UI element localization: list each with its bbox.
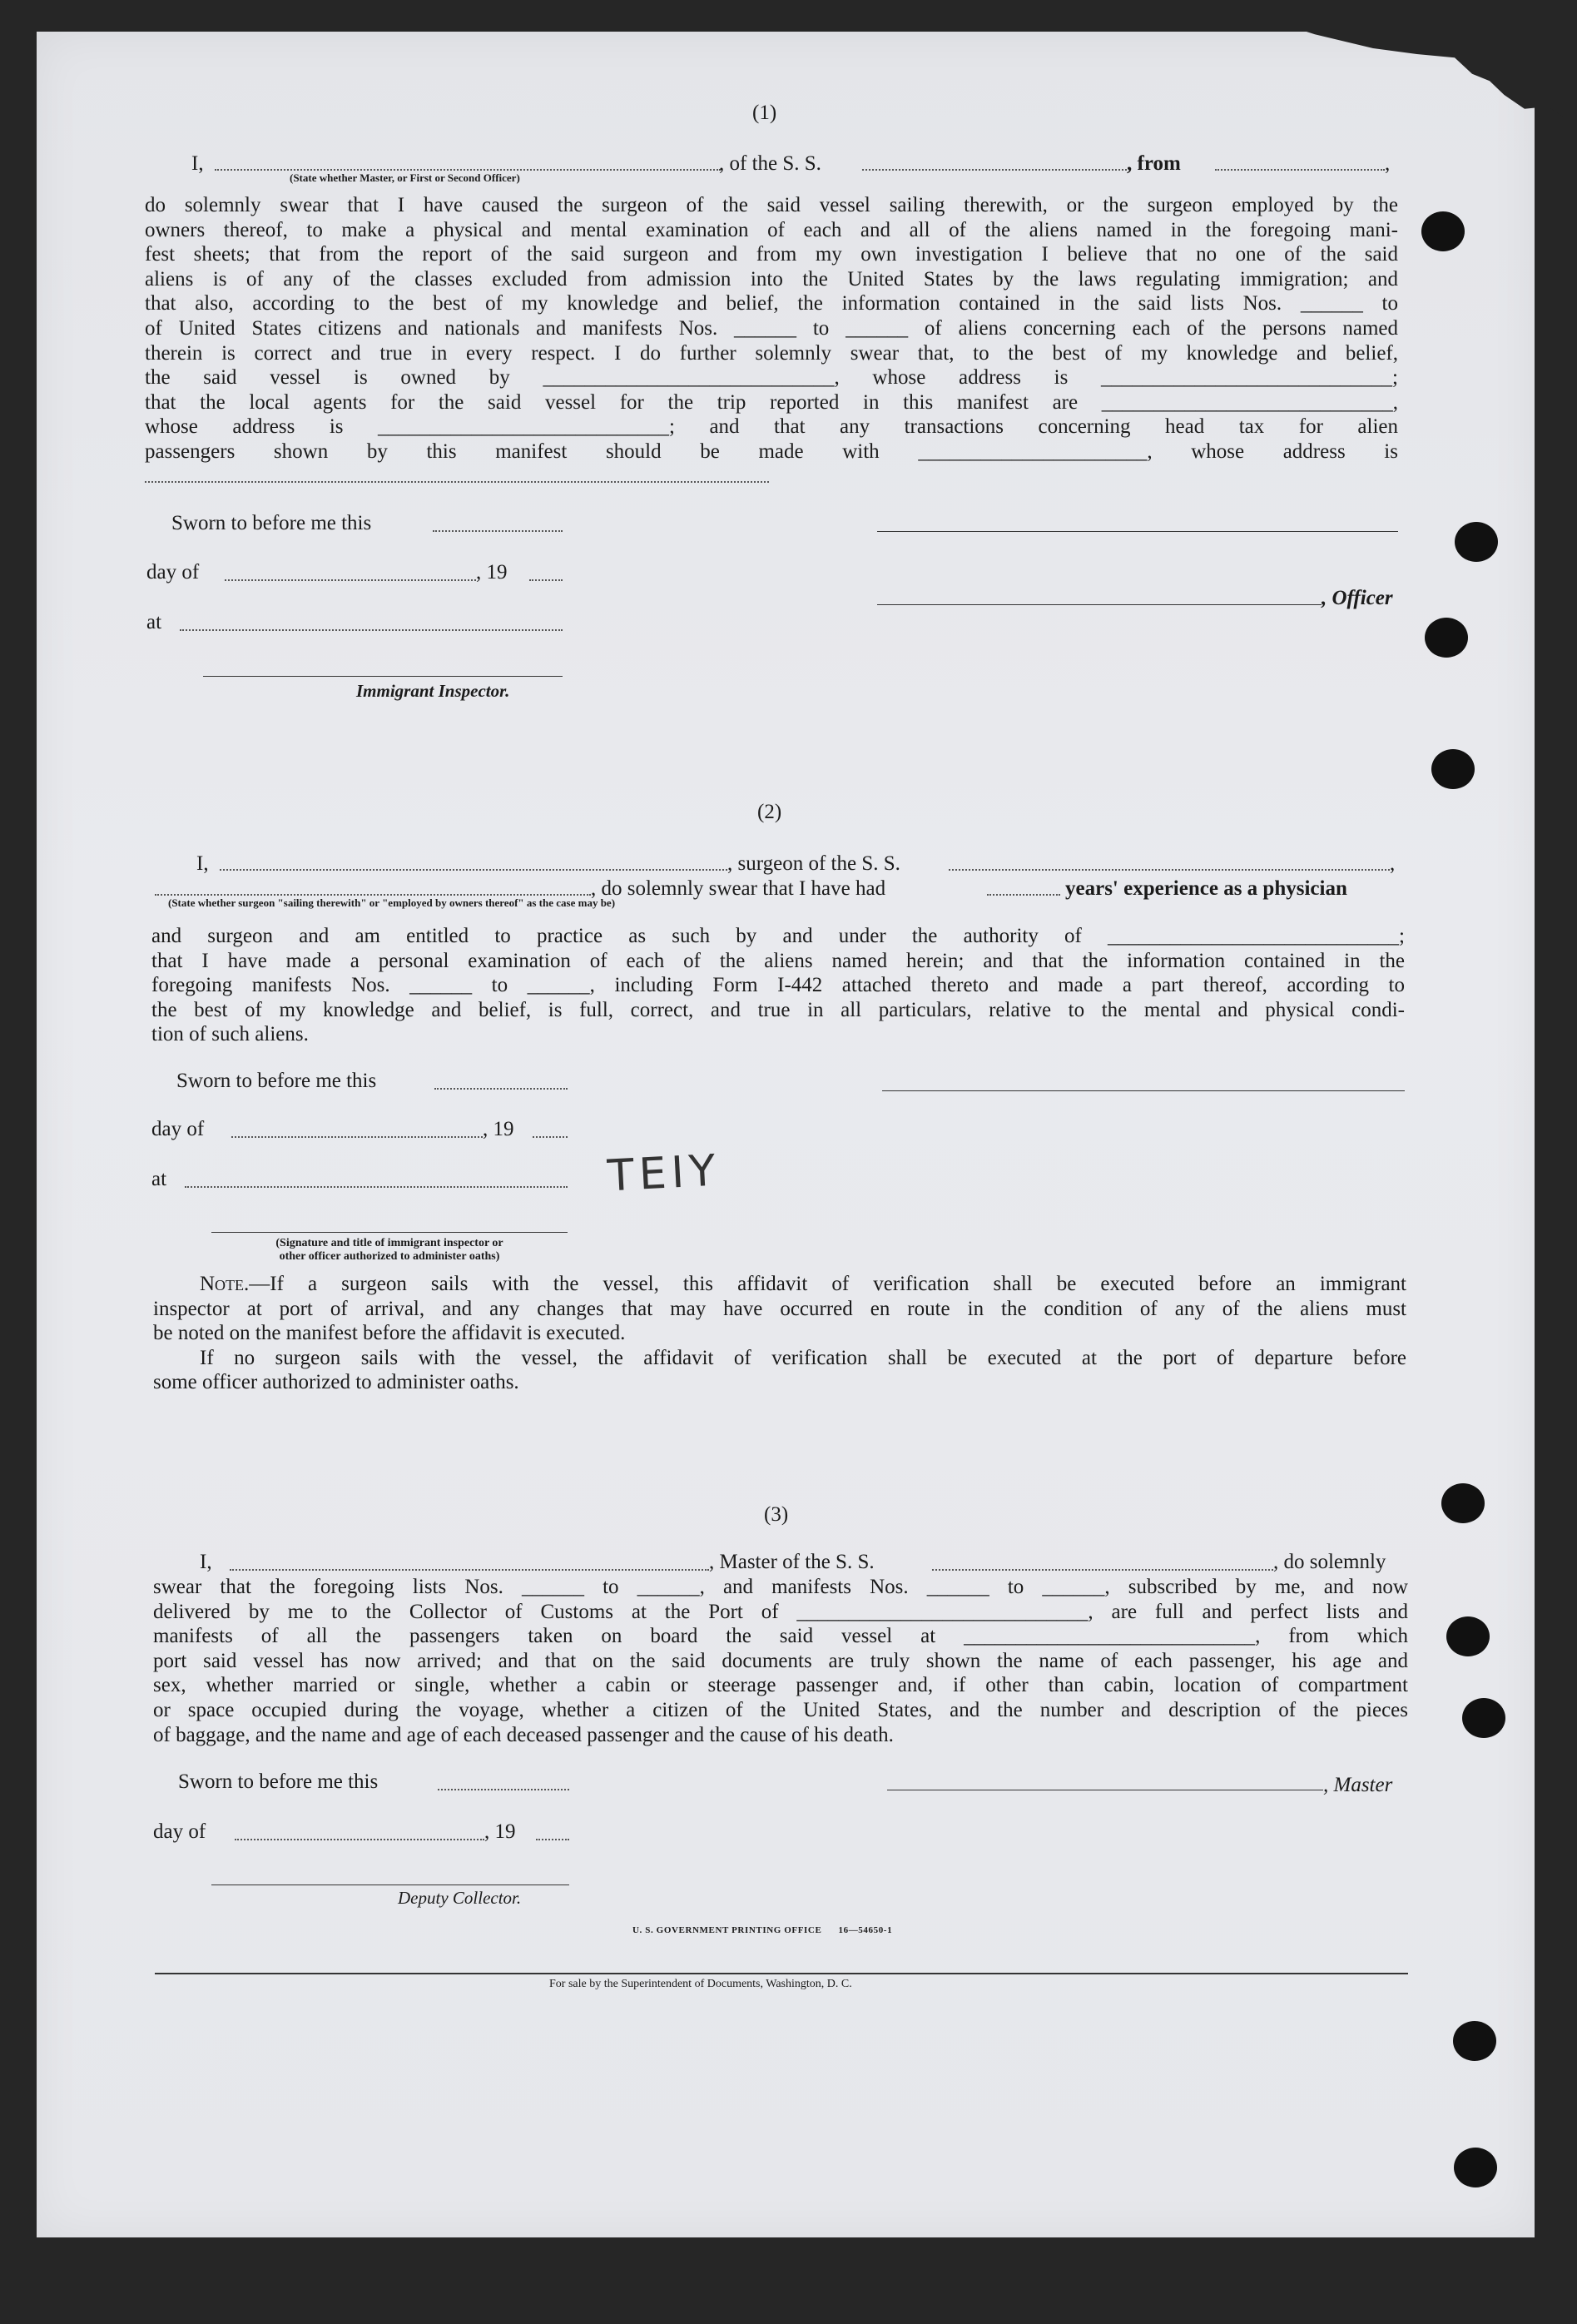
s1-line: passengers shown by this manifest should be made with ______________________, whose address is [145, 439, 1398, 463]
s2-sworn: Sworn to before me this [176, 1070, 377, 1092]
s1-paragraph [145, 193, 1398, 464]
s1-comma: , [1385, 152, 1391, 175]
s3-master-label: , Master [1323, 1774, 1393, 1796]
s2-line: foregoing manifests Nos. ______ to ______, including Form I-442 attached thereto and made a part thereof, according to [151, 974, 1405, 997]
s1-line: of United States citizens and nationals and manifests Nos. ______ to ______ of aliens concerning each of the persons named [145, 316, 1398, 340]
s1-line: therein is correct and true in every respect. I do further solemnly swear that, to the best of my knowledge and belief, [145, 341, 1398, 365]
punch-hole [1431, 749, 1475, 789]
s3-name-blank [230, 1569, 709, 1571]
s1-day-blank [225, 579, 476, 581]
s1-at-blank [180, 629, 563, 631]
s2-i: I, [196, 852, 209, 875]
s3-line: delivered by me to the Collector of Customs at the Port of ____________________________, are full and perfect lists and [153, 1600, 1408, 1623]
handwritten-mark: TEIY [606, 1145, 722, 1202]
s3-line: of baggage, and the name and age of each deceased passenger and the cause of his death. [153, 1723, 894, 1746]
s3-master-of: , Master of the S. S. [709, 1551, 875, 1573]
s2-inspector-line [211, 1232, 568, 1233]
s2-day-blank [231, 1136, 483, 1138]
s3-i: I, [200, 1551, 212, 1573]
s3-day-of: day of [153, 1820, 206, 1843]
s1-from: , from [1127, 152, 1181, 175]
s2-year-blank [533, 1136, 568, 1138]
s2-signature-caption-2: other officer authorized to administer oaths) [279, 1250, 500, 1263]
s2-sworn-blank [434, 1088, 568, 1090]
printing-office: U. S. GOVERNMENT PRINTING OFFICE 16—54650-1 [632, 1925, 893, 1935]
s3-paragraph [153, 1575, 1408, 1747]
s1-of-ss: , of the S. S. [719, 152, 821, 175]
s1-inspector-label: Immigrant Inspector. [356, 681, 510, 701]
s1-caption-officer: (State whether Master, or First or Second Officer) [290, 171, 520, 184]
s2-paragraph [151, 924, 1405, 1047]
s2-surgeon-of: , surgeon of the S. S. [727, 852, 900, 875]
s1-officer-line [877, 604, 1322, 605]
punch-hole [1446, 1616, 1490, 1656]
s3-day-blank [235, 1839, 484, 1840]
s2-note-line: Note.—If a surgeon sails with the vessel, this affidavit of verification shall be executed before an immigrant [200, 1273, 1406, 1295]
s1-sworn-blank [433, 530, 563, 532]
s1-at: at [146, 611, 162, 633]
s3-line: manifests of all the passengers taken on board the said vessel at ____________________________, from which [153, 1625, 1408, 1648]
s1-officer-blank [215, 169, 721, 171]
punch-hole [1441, 1483, 1485, 1523]
punch-hole [1453, 2021, 1496, 2061]
s1-line: that the local agents for the said vessel for the trip reported in this manifest are ____________________________, [145, 390, 1398, 414]
s2-day-of: day of [151, 1118, 205, 1140]
punch-hole [1421, 211, 1465, 251]
s1-address-blank [145, 481, 769, 483]
s1-officer-label: , Officer [1322, 587, 1393, 609]
s1-line: that also, according to the best of my knowledge and belief, the information contained in the said lists Nos. ______ to [145, 292, 1398, 315]
s2-note2-line: some officer authorized to administer oaths. [153, 1371, 519, 1394]
s2-line: the best of my knowledge and belief, is full, correct, and true in all particulars, relative to the mental and physical condi- [151, 998, 1405, 1021]
s2-caption-surgeon: (State whether surgeon "sailing therewith" or "employed by owners thereof" as the case may be) [168, 896, 616, 909]
s1-line: owners thereof, to make a physical and mental examination of each and all of the aliens named in the foregoing mani- [145, 218, 1398, 241]
s1-ss-blank [862, 169, 1127, 171]
s3-year-blank [536, 1839, 569, 1840]
s2-line: that I have made a personal examination of each of the aliens named herein; and that the information contained in the [151, 949, 1405, 972]
s1-sworn: Sworn to before me this [171, 512, 372, 534]
s2-years: years' experience as a physician [1065, 877, 1347, 900]
punch-hole [1425, 618, 1468, 658]
footer-rule [155, 1973, 1408, 1974]
punch-hole [1462, 1698, 1505, 1738]
s2-line: and surgeon and am entitled to practice as such by and under the authority of ____________________________; [151, 925, 1405, 947]
s2-name-blank [220, 869, 727, 871]
s3-line: or space occupied during the voyage, whether a citizen of the United States, and the number and description of the pieces [153, 1698, 1408, 1721]
s2-at: at [151, 1168, 167, 1190]
note-label: Note. [200, 1273, 250, 1295]
s3-line: port said vessel has now arrived; and that on the said documents are truly shown the name of each passenger, his age and [153, 1649, 1408, 1672]
s1-inspector-line [203, 676, 563, 677]
s2-swear: , do solemnly swear that I have had [591, 877, 886, 900]
s2-line: tion of such aliens. [151, 1023, 309, 1046]
s3-nineteen: , 19 [484, 1820, 516, 1843]
s2-ss-blank [949, 869, 1390, 871]
s3-line: swear that the foregoing lists Nos. ______ to ______, and manifests Nos. ______ to ______, subscribed by me, and now [153, 1576, 1408, 1598]
s2-signature-caption-1: (Signature and title of immigrant inspector or [275, 1237, 503, 1249]
s2-note [153, 1272, 1406, 1395]
s2-nineteen: , 19 [483, 1118, 514, 1140]
s3-ss-blank [932, 1569, 1273, 1571]
s3-line: sex, whether married or single, whether a cabin or steerage passenger and, if other than cabin, location of compartment [153, 1674, 1408, 1697]
s1-officer-signature-line [877, 531, 1398, 532]
s2-note-line: be noted on the manifest before the affidavit is executed. [153, 1322, 626, 1345]
s1-line: aliens is of any of the classes excluded from admission into the United States by the laws regulating immigration; and [145, 267, 1398, 290]
s1-line: do solemnly swear that I have caused the surgeon of the said vessel sailing therewith, or the surgeon employed by the [145, 194, 1398, 216]
s1-nineteen: , 19 [476, 561, 508, 583]
s3-sworn-blank [438, 1789, 569, 1790]
s3-sworn: Sworn to before me this [178, 1770, 379, 1793]
s1-day-of: day of [146, 561, 200, 583]
punch-hole [1455, 522, 1498, 562]
s1-line: whose address is ____________________________; and that any transactions concerning head tax for alien [145, 415, 1398, 439]
s1-line: fest sheets; that from the report of the said surgeon and from my own investigation I believe that no one of the said [145, 243, 1398, 266]
s2-note2-line: If no surgeon sails with the vessel, the affidavit of verification shall be executed at the port of departure before [200, 1346, 1406, 1369]
s3-deputy-label: Deputy Collector. [398, 1888, 522, 1908]
s2-at-blank [185, 1186, 568, 1188]
section-1-number: (1) [752, 102, 777, 124]
section-3-number: (3) [764, 1503, 789, 1526]
s1-from-blank [1215, 169, 1385, 171]
s2-note-line: inspector at port of arrival, and any changes that may have occurred en route in the condition of any of the aliens must [153, 1297, 1406, 1320]
section-2-number: (2) [757, 801, 782, 823]
s1-i: I, [191, 152, 204, 175]
s3-solemnly: , do solemnly [1273, 1551, 1386, 1573]
s2-years-blank [987, 894, 1060, 896]
sale-note: For sale by the Superintendent of Documents, Washington, D. C. [549, 1978, 852, 1990]
punch-hole [1454, 2148, 1497, 2187]
s1-year-blank [529, 579, 563, 581]
s2-surgeon-signature-line [882, 1090, 1405, 1091]
s1-line: the said vessel is owned by ____________________________, whose address is ____________________________; [145, 366, 1398, 390]
s2-surgeon-type-blank [155, 894, 591, 896]
s2-comma: , [1390, 852, 1396, 875]
